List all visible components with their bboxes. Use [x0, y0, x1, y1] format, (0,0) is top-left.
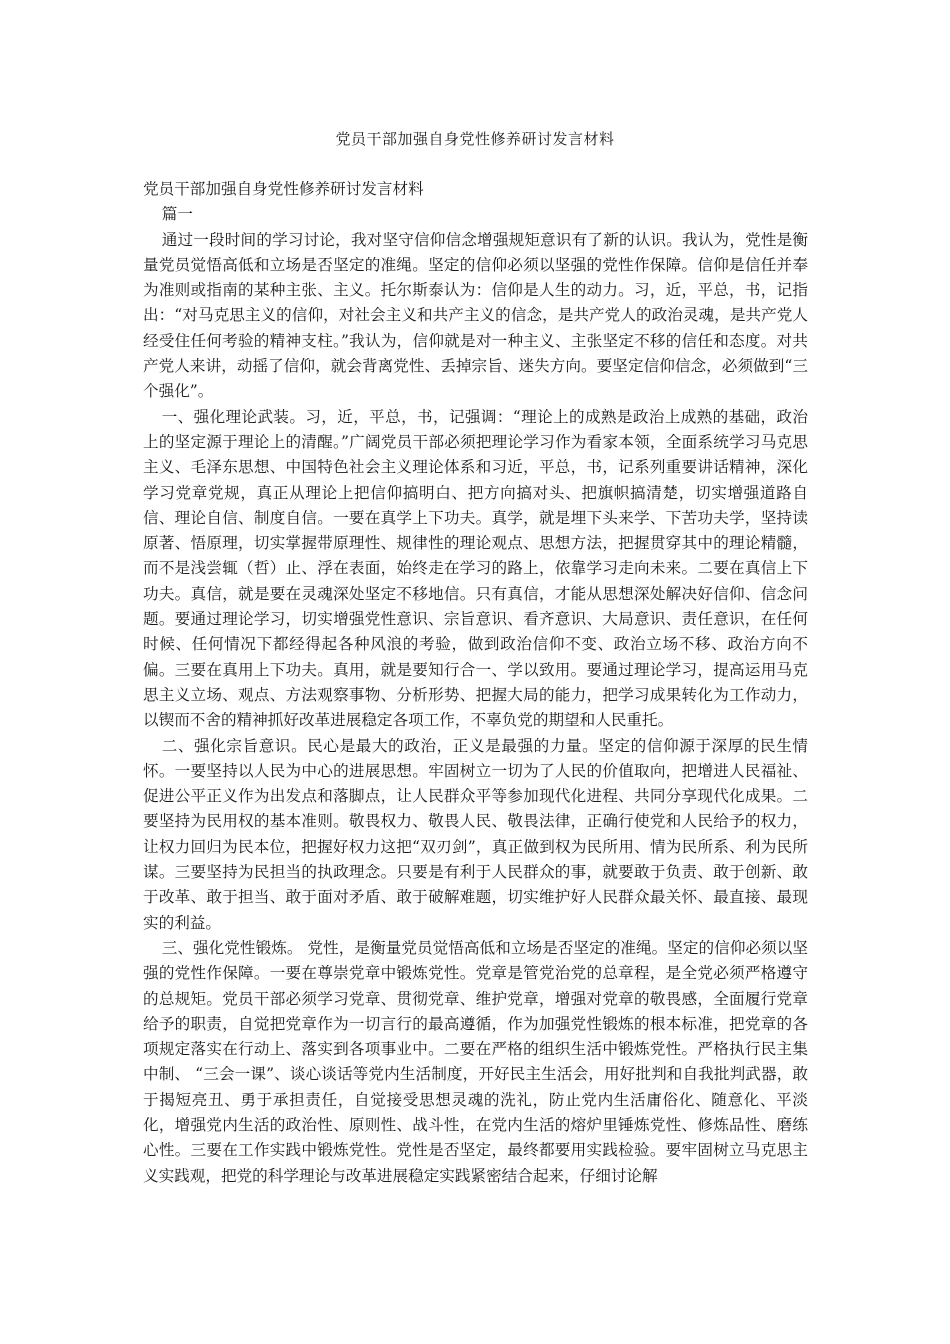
page-title: 党员干部加强自身党性修养研讨发言材料: [335, 130, 615, 148]
document-body: [143, 177, 808, 1189]
paragraph-purpose: 二、强化宗旨意识。民心是最大的政治，正义是最强的力量。坚定的信仰源于深厚的民生情怀。一要坚持以人民为中心的进展思想。牢固树立一切为了人民的价值取向，把增进人民福祉、促进公平正义作为出发点和落脚点，让人民群众平等参加现代化进程、共同分享现代化成果。二要坚持为民用权的基本准则。敬畏权力、敬畏人民、敬畏法律，正确行使党和人民给予的权力，让权力回归为民本位，把握好权力这把“双刃剑”，真正做到权为民所用、情为民所系、利为民所谋。三要坚持为民担当的执政理念。只要是有利于人民群众的事，就要敢于负责、敢于创新、敢于改革、敢于担当、敢于面对矛盾、敢于破解难题，切实维护好人民群众最关怀、最直接、最现实的利益。: [143, 736, 808, 932]
section-label: 篇一: [161, 205, 193, 224]
paragraph-theory: 一、强化理论武装。习，近，平总，书，记强调：“理论上的成熟是政治上成熟的基础，政治上的坚定源于理论上的清醒。”广阔党员干部必须把理论学习作为看家本领，全面系统学习马克思主义、毛泽东思想、中国特色社会主义理论体系和习近，平总，书，记系列重要讲话精神，深化学习党章党规，真正从理论上把信仰搞明白、把方向搞对头、把旗帜搞清楚，切实增强道路自信、理论自信、制度自信。一要在真学上下功夫。真学，就是埋下头来学、下苦功夫学，坚持读原著、悟原理，切实掌握带原理性、规律性的理论观点、思想方法，把握贯穿其中的理论精髓，而不是浅尝辄（哲）止、浮在表面，始终走在学习的路上，依靠学习走向未来。二要在真信上下功夫。真信，就是要在灵魂深处坚定不移地信。只有真信，才能从思想深处解决好信仰、信念问题。要通过理论学习，切实增强党性意识、宗旨意识、看齐意识、大局意识、责任意识，在任何时候、任何情况下都经得起各种风浪的考验，做到政治信仰不变、政治立场不移、政治方向不偏。三要在真用上下功夫。真用，就是要知行合一、学以致用。要通过理论学习，提高运用马克思主义立场、观点、方法观察事物、分析形势、把握大局的能力，把学习成果转化为工作动力，以锲而不舍的精神抓好改革进展稳定各项工作，不辜负党的期望和人民重托。: [143, 407, 808, 730]
document-subtitle: 党员干部加强自身党性修养研讨发言材料: [143, 180, 424, 198]
paragraph-intro: 通过一段时间的学习讨论，我对坚守信仰信念增强规矩意识有了新的认识。我认为，党性是衡量党员觉悟高低和立场是否坚定的准绳。坚定的信仰必须以坚强的党性作保障。信仰是信任并奉为准则或指南的某种主张、主义。托尔斯泰认为：信仰是人生的动力。习，近，平总，书，记指出：“对马克思主义的信仰，对社会主义和共产主义的信念，是共产党人的政治灵魂，是共产党人经受住任何考验的精神支柱。”我认为，信仰就是对一种主义、主张坚定不移的信任和态度。对共产党人来讲，动摇了信仰，就会背离党性、丢掉宗旨、迷失方向。要坚定信仰信念，必须做到“三个强化”。: [143, 230, 808, 401]
paragraph-party-spirit: 三、强化党性锻炼。 党性，是衡量党员觉悟高低和立场是否坚定的准绳。坚定的信仰必须以坚强的党性作保障。一要在尊崇党章中锻炼党性。党章是管党治党的总章程，是全党必须严格遵守的总规矩。党员干部必须学习党章、贯彻党章、维护党章，增强对党章的敬畏感，全面履行党章给予的职责，自觉把党章作为一切言行的最高遵循，作为加强党性锻炼的根本标准，把党章的各项规定落实在行动上、落实到各项事业中。二要在严格的组织生活中锻炼党性。严格执行民主集中制、 “三会一课”、谈心谈话等党内生活制度，开好民主生活会，用好批判和自我批判武器，敢于揭短亮丑、勇于承担责任，自觉接受思想灵魂的洗礼，防止党内生活庸俗化、随意化、平淡化，增强党内生活的政治性、原则性、战斗性，在党内生活的熔炉里锤炼党性、修炼品性、磨练心性。三要在工作实践中锻炼党性。党性是否坚定，最终都要用实践检验。要牢固树立马克思主义实践观，把党的科学理论与改革进展稳定实践紧密结合起来，仔细讨论解: [143, 938, 808, 1185]
